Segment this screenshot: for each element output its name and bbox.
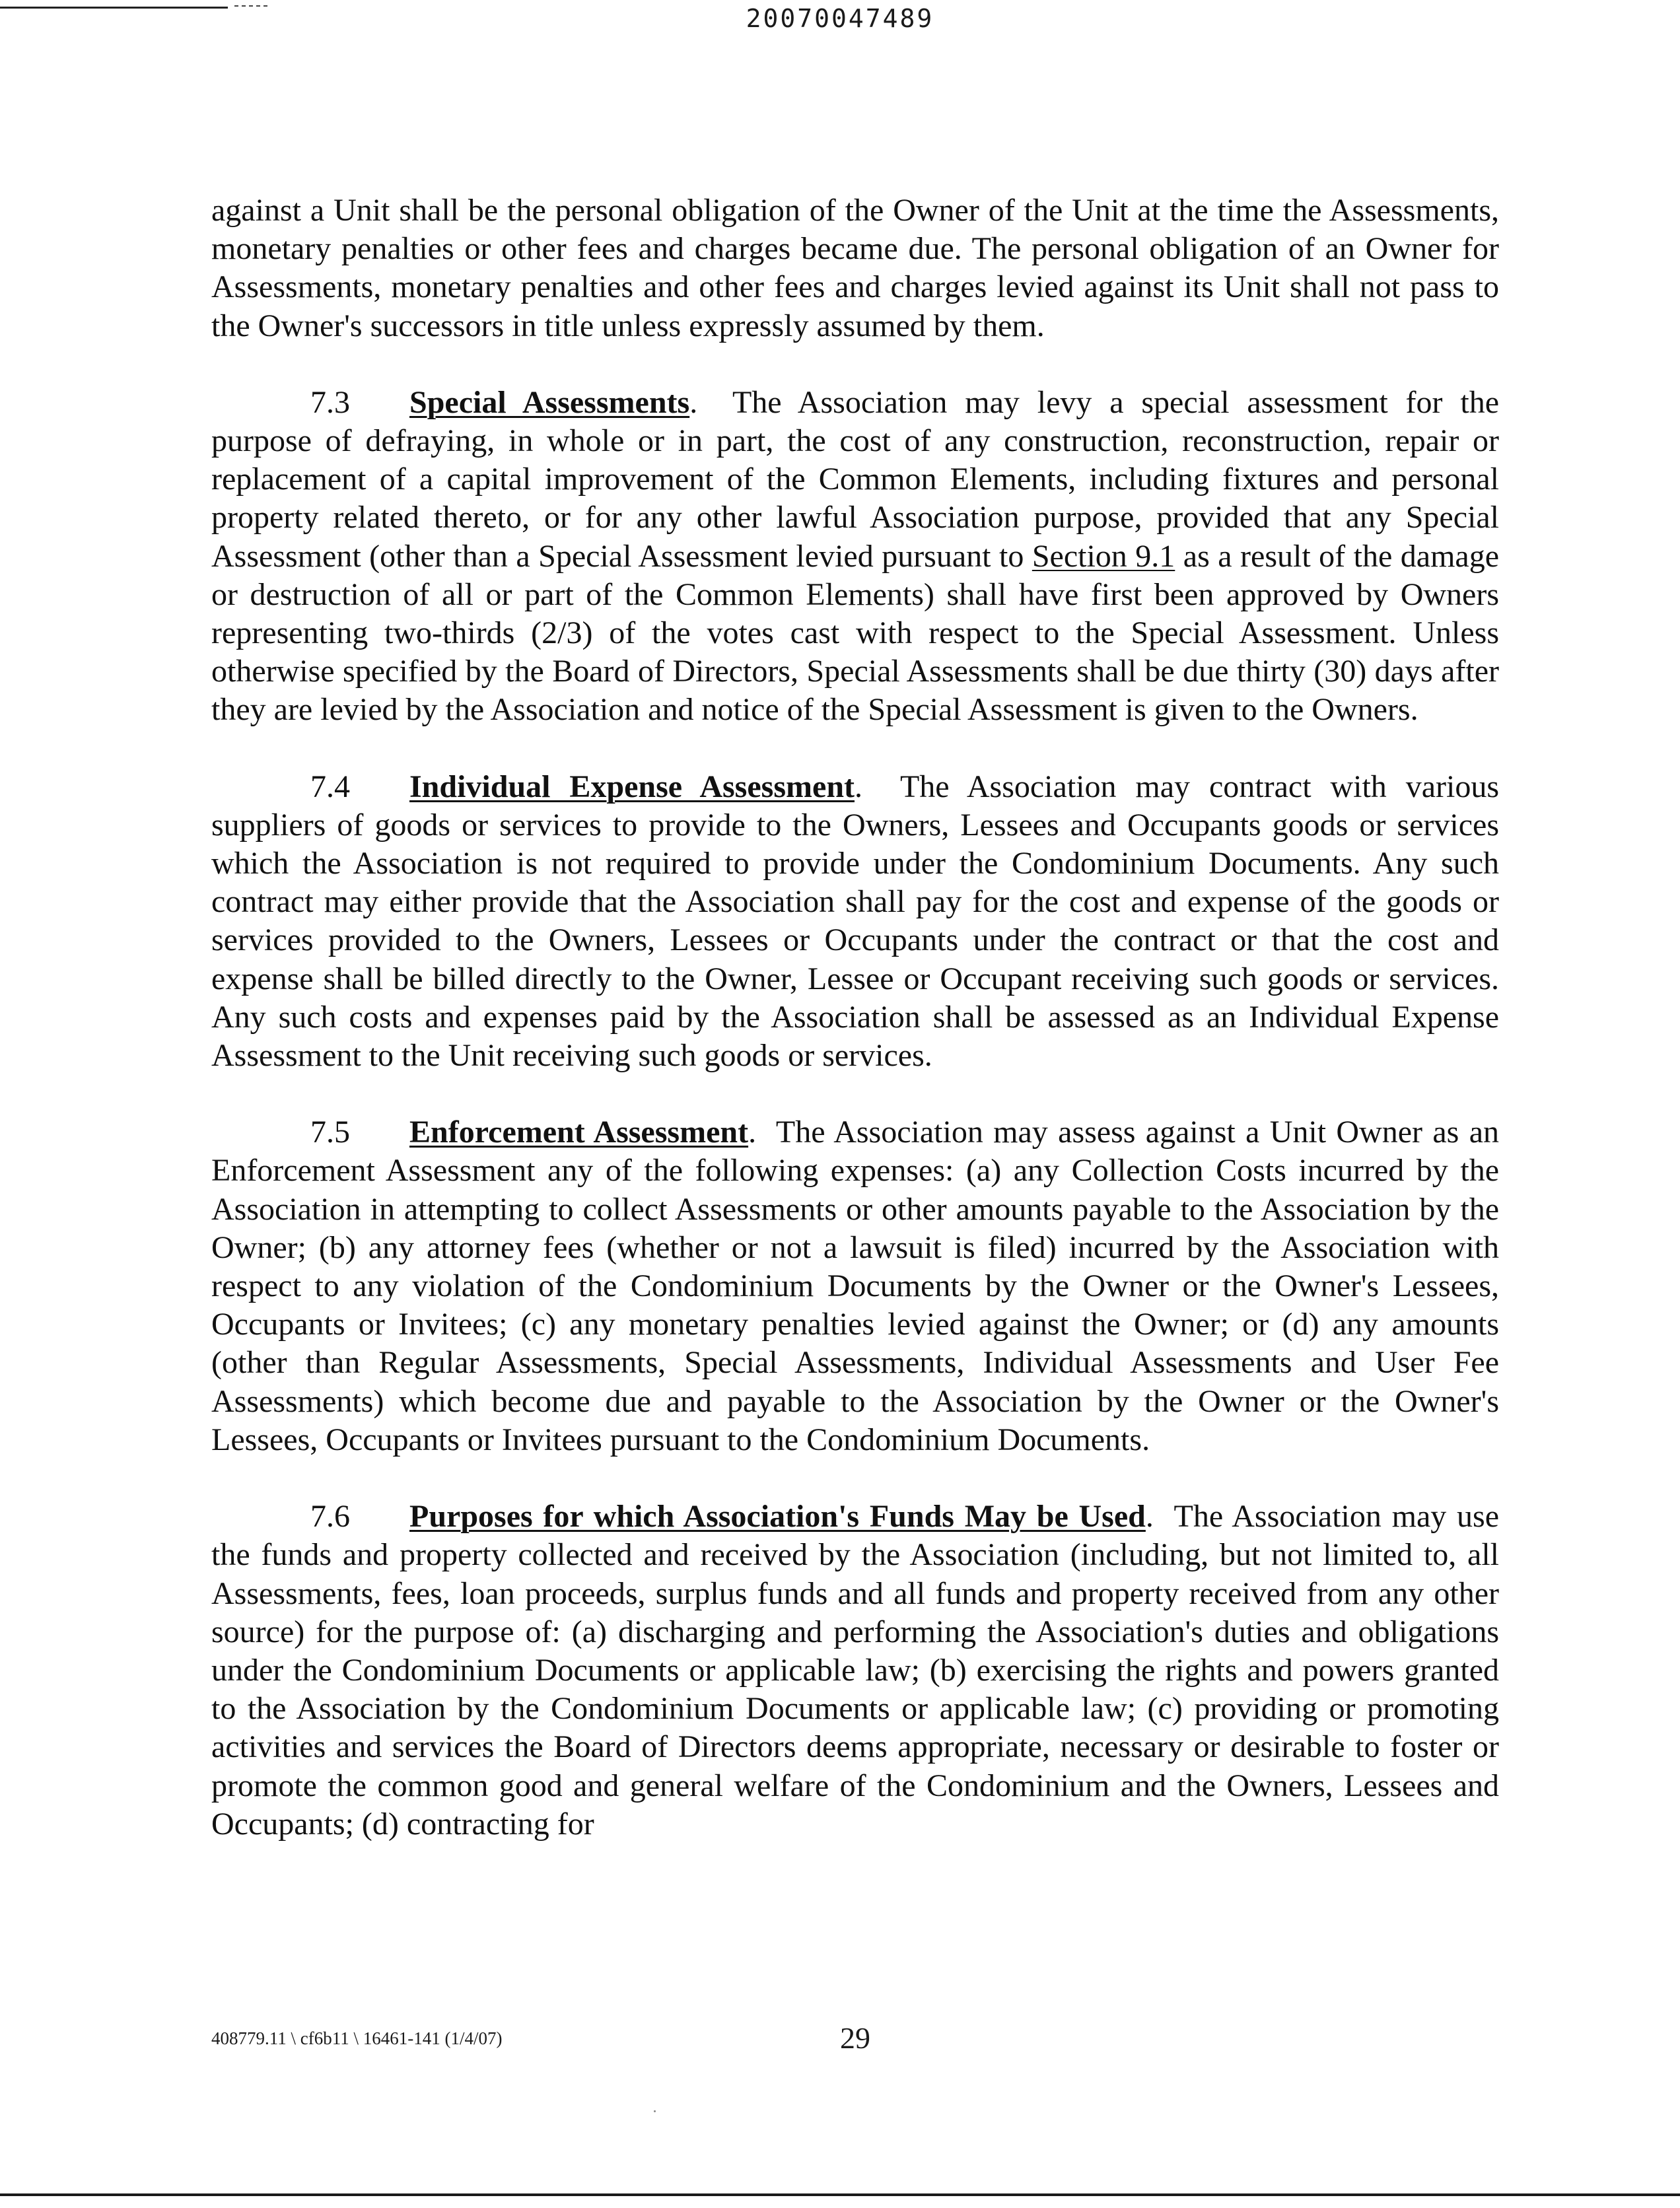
section-7-3: 7.3 Special Assessments. The Association may levy a special assessment for the purpose of defraying, in whole or in part, the cost of any construction, reconstruction, repair or replacement of a capital improvement of the Common Elements, including fixtures and personal property related thereto, or for any other lawful Association purpose, provided that any Special Assessment (other than a Special Assessment levied pursuant to Section 9.1 as a result of the damage or destruction of all or part of the Common Elements) shall have first been approved by Owners representing two-thirds (2/3) of the votes cast with respect to the Special Assessment. Unless otherwise specified by the Board of Directors, Special Assessments shall be due thirty (30) days after they are levied by the Association and notice of the Special Assessment is given to the Owners. (211, 384, 1500, 728)
section-text: The Association may use the funds and property collected and received by the Association (including, but not limited to, all Assessments, fees, loan proceeds, surplus funds and all funds and property received from any other source) for the purpose of: (a) discharging and performing the Association's duties and obligations under the Condominium Documents or applicable law; (b) exercising the rights and powers granted to the Association by the Condominium Documents or applicable law; (c) providing or promoting activities and services the Board of Directors deems appropriate, necessary or desirable to foster or promote the common good and general welfare of the Condominium and the Owners, Lessees and Occupants; (d) contracting for (211, 1499, 1500, 1842)
section-text-continued: as a result of the damage or destruction of all or part of the Common Elements) shall have first been approved by Owners representing two-thirds (2/3) of the votes cast with respect to the Special Assessment. Unless otherwise specified by the Board of Directors, Special Assessments shall be due thirty (30) days after they are levied by the Association and notice of the Special Assessment is given to the Owners. (211, 538, 1500, 728)
intro-paragraph: against a Unit shall be the personal obligation of the Owner of the Unit at the time the Assessments, monetary penalties or other fees and charges became due. The personal obligation of an Owner for Assessments, monetary penalties and other fees and charges levied against its Unit shall not pass to the Owner's successors in title unless expressly assumed by them. (211, 193, 1499, 343)
page-body (211, 191, 1499, 1882)
section-heading: Enforcement Assessment (409, 1115, 749, 1150)
section-7-6: 7.6 Purposes for which Association's Funds May be Used. The Association may use the funds and property collected and received by the Association (including, but not limited to, all Assessments, fees, loan proceeds, surplus funds and all funds and property received from any other source) for the purpose of: (a) discharging and performing the Association's duties and obligations under the Condominium Documents or applicable law; (b) exercising the rights and powers granted to the Association by the Condominium Documents or applicable law; (c) providing or promoting activities and services the Board of Directors deems appropriate, necessary or desirable to foster or promote the common good and general welfare of the Condominium and the Owners, Lessees and Occupants; (d) contracting for (211, 1499, 1500, 1842)
footer-document-id: 408779.11 \ cf6b11 \ 16461-141 (1/4/07) (211, 2028, 503, 2048)
section-7-5: 7.5 Enforcement Assessment. The Association may assess against a Unit Owner as an Enforcement Assessment any of the following expenses: (a) any Collection Costs incurred by the Association in attempting to collect Assessments or other amounts payable to the Association by the Owner; (b) any attorney fees (whether or not a lawsuit is filed) incurred by the Association with respect to any violation of the Condominium Documents by the Owner or the Owner's Lessees, Occupants or Invitees; (c) any monetary penalties levied against the Owner; or (d) any amounts (other than Regular Assessments, Special Assessments, Individual Assessments and User Fee Assessments) which become due and payable to the Association by the Owner or the Owner's Lessees, Occupants or Invitees pursuant to the Condominium Documents. (211, 1115, 1500, 1457)
section-reference-link[interactable]: Section 9.1 (1032, 538, 1175, 574)
bottom-rule (0, 2193, 1680, 2196)
section-heading: Special Assessments (409, 384, 690, 420)
section-number: 7.3 (310, 384, 350, 420)
section-text: The Association may assess against a Unit Owner as an Enforcement Assessment any of the following expenses: (a) any Collection Costs incurred by the Association in attempting to collect Assessments or other amounts payable to the Association by the Owner; (b) any attorney fees (whether or not a lawsuit is filed) incurred by the Association with respect to any violation of the Condominium Documents by the Owner or the Owner's Lessees, Occupants or Invitees; (c) any monetary penalties levied against the Owner; or (d) any amounts (other than Regular Assessments, Special Assessments, Individual Assessments and User Fee Assessments) which become due and payable to the Association by the Owner or the Owner's Lessees, Occupants or Invitees pursuant to the Condominium Documents. (211, 1115, 1500, 1457)
section-text: The Association may contract with various suppliers of goods or services to provide to the Owners, Lessees and Occupants goods or services which the Association is not required to provide under the Condominium Documents. Any such contract may either provide that the Association shall pay for the cost and expense of the goods or services provided to the Owners, Lessees or Occupants under the contract or that the cost and expense shall be billed directly to the Owner, Lessee or Occupant receiving such goods or services. Any such costs and expenses paid by the Association shall be assessed as an Individual Expense Assessment to the Unit receiving such goods or services. (211, 769, 1500, 1074)
page-number: 29 (840, 2021, 870, 2055)
section-7-4: 7.4 Individual Expense Assessment. The Association may contract with various suppliers of goods or services to provide to the Owners, Lessees and Occupants goods or services which the Association is not required to provide under the Condominium Documents. Any such contract may either provide that the Association shall pay for the cost and expense of the goods or services provided to the Owners, Lessees or Occupants under the contract or that the cost and expense shall be billed directly to the Owner, Lessee or Occupant receiving such goods or services. Any such costs and expenses paid by the Association shall be assessed as an Individual Expense Assessment to the Unit receiving such goods or services. (211, 769, 1500, 1074)
document-number: 20070047489 (746, 4, 934, 33)
section-heading: Purposes for which Association's Funds May be Used (409, 1499, 1146, 1535)
section-number: 7.6 (310, 1499, 350, 1535)
section-number: 7.5 (310, 1115, 350, 1150)
section-number: 7.4 (310, 769, 350, 804)
section-heading: Individual Expense Assessment (409, 769, 855, 804)
section-text: The Association may levy a special assessment for the purpose of defraying, in whole or in part, the cost of any construction, reconstruction, repair or replacement of a capital improvement of the Common Elements, including fixtures and personal property related thereto, or for any other lawful Association purpose, provided that any Special Assessment (other than a Special Assessment levied pursuant to (211, 384, 1499, 574)
scan-speck (654, 2110, 656, 2112)
